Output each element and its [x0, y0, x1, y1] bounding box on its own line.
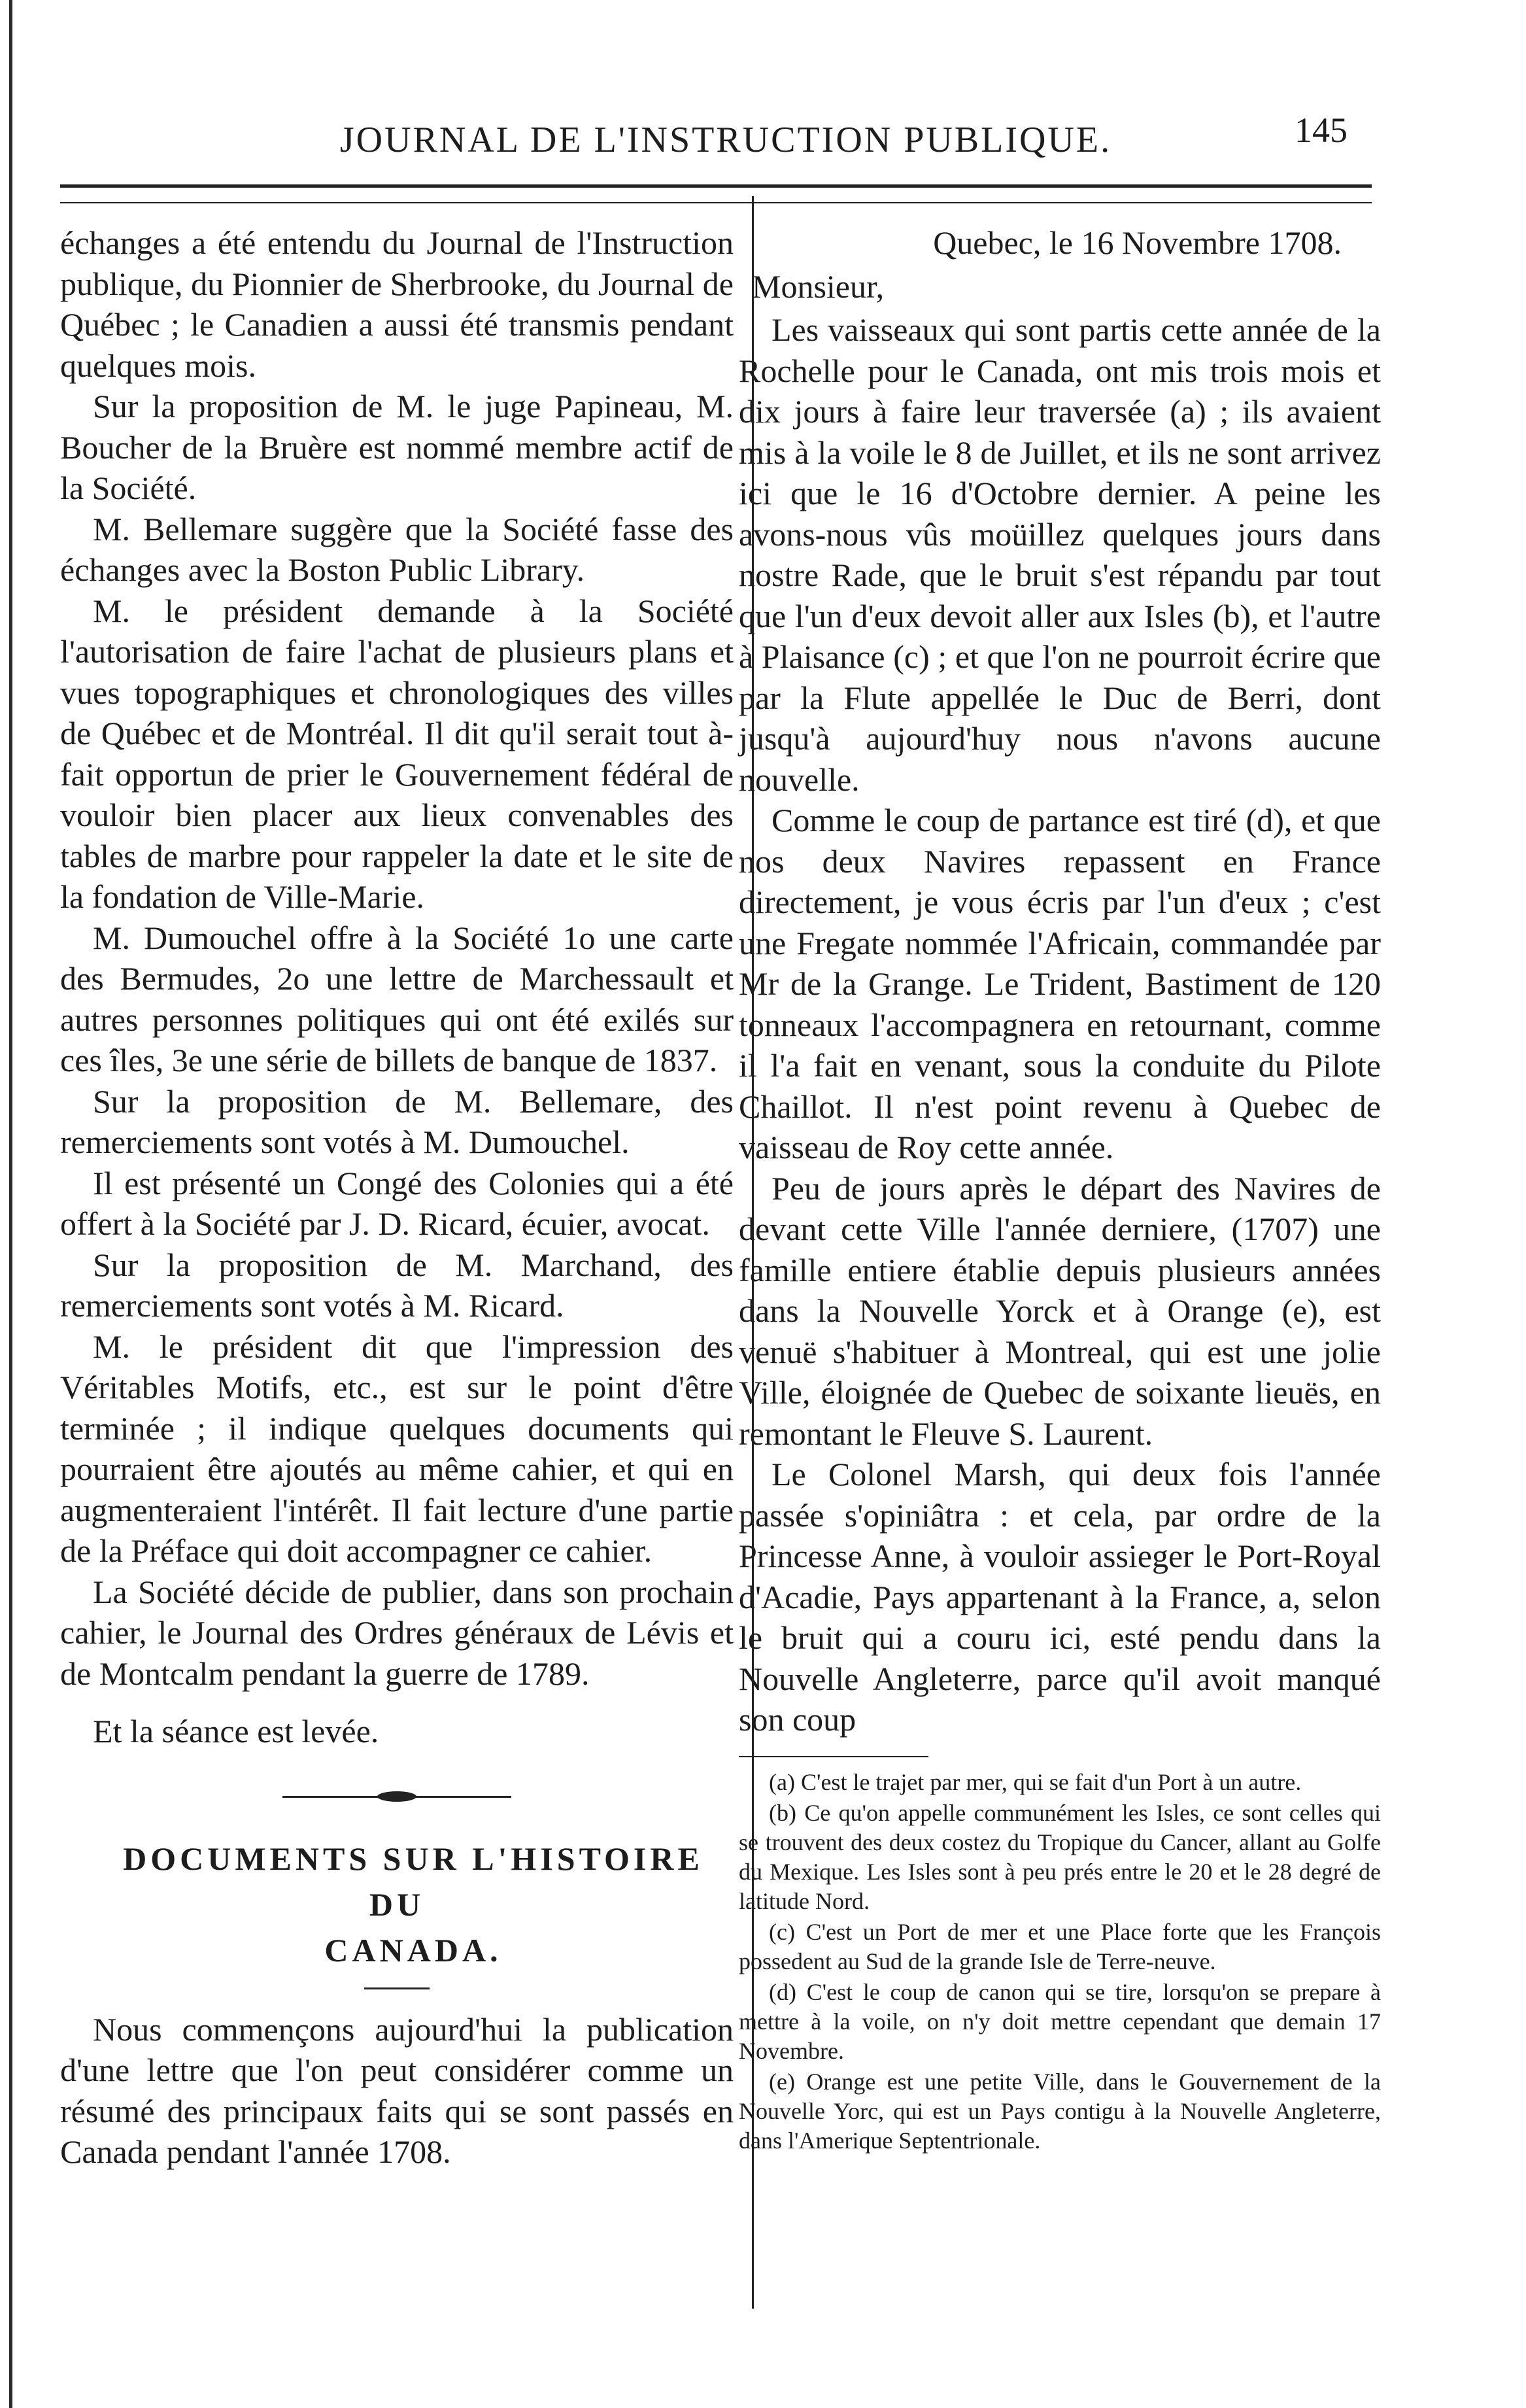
paragraph: Sur la proposition de M. le juge Papineau, M. Boucher de la Bruère est nommé membre actif de la Société. — [60, 388, 734, 506]
journal-title: JOURNAL DE L'INSTRUCTION PUBLIQUE. — [339, 120, 1112, 160]
section-title-line-2: CANADA. — [324, 1931, 502, 1969]
paragraph: Sur la proposition de M. Marchand, des remerciements sont votés à M. Ricard. — [60, 1246, 734, 1324]
section-ornament — [282, 1790, 511, 1803]
letter-salutation: Monsieur, — [752, 267, 885, 305]
header-rule — [60, 184, 1372, 203]
section-rule — [364, 1987, 430, 1989]
footnote: (d) C'est le coup de canon qui se tire, lorsqu'on se prepare à mettre à la voile, on n'y doit mettre cependant que demain 17 Novembre. — [739, 1978, 1381, 2064]
page-edge-shadow — [9, 0, 12, 2408]
paragraph: M. Bellemare suggère que la Société fasse des échanges avec la Boston Public Library. — [60, 510, 734, 588]
left-column — [60, 222, 734, 2173]
paragraph: M. le président dit que l'impression des Véritables Motifs, etc., est sur le point d'être terminée ; il indique quelques documents qui pourraient être ajoutés au même cahier, et qui en augmenteraient l'intérêt. Il fait lecture d'une partie de la Préface qui doit accompagner ce cahier. — [60, 1328, 734, 1569]
paragraph: M. Dumouchel offre à la Société 1o une carte des Bermudes, 2o une lettre de Marchessault et autres personnes politiques qui ont été exilés sur ces îles, 3e une série de billets de banque de 1837. — [60, 919, 734, 1078]
paragraph: Sur la proposition de M. Bellemare, des remerciements sont votés à M. Dumouchel. — [60, 1082, 734, 1160]
paragraph: M. le président demande à la Société l'autorisation de faire l'achat de plusieurs plans et vues topographiques et chronologiques des villes de Québec et de Montréal. Il dit qu'il serait tout à-fait opportun de prier le Gouvernement fédéral de vouloir bien placer aux lieux convenables des tables de marbre pour rappeler la date et le site de la fondation de Ville-Marie. — [60, 592, 734, 915]
paragraph: La Société décide de publier, dans son prochain cahier, le Journal des Ordres généraux de Lévis et de Montcalm pendant la guerre de 1789. — [60, 1573, 734, 1692]
footnote: (a) C'est le trajet par mer, qui se fait d'un Port à un autre. — [769, 1768, 1302, 1795]
paragraph: Le Colonel Marsh, qui deux fois l'année passée s'opiniâtra : et cela, par ordre de la Princesse Anne, à vouloir assieger le Port-Royal d'Acadie, Pays appartenant à la France, a, selon le bruit qui a couru ici, esté pendu dans la Nouvelle Angleterre, parce qu'il avoit manqué son coup — [739, 1456, 1381, 1738]
paragraph: Il est présenté un Congé des Colonies qui a été offert à la Société par J. D. Ricard, écuier, avocat. — [60, 1164, 734, 1242]
paragraph: Et la séance est levée. — [93, 1713, 379, 1749]
footnote-rule — [739, 1756, 928, 1757]
right-column — [739, 222, 1381, 2157]
paragraph: Peu de jours après le départ des Navires de devant cette Ville l'année derniere, (1707) une famille entiere établie depuis plusieurs années dans la Nouvelle Yorck et à Orange (e), est venuë s'habituer à Montreal, qui est une jolie Ville, éloignée de Quebec de soixante lieuës, en remontant le Fleuve S. Laurent. — [739, 1169, 1381, 1452]
footnote: (b) Ce qu'on appelle communément les Isles, ce sont celles qui se trouvent des deux costez du Tropique du Cancer, allant au Golfe du Mexique. Les Isles sont à peu prés entre le 20 et le 28 degré de latitude Nord. — [739, 1799, 1381, 1914]
footnote: (e) Orange est une petite Ville, dans le Gouvernement de la Nouvelle Yorc, qui est un Pays contigu à la Nouvelle Angleterre, dans l'Amerique Septentrionale. — [739, 2068, 1381, 2154]
paragraph: échanges a été entendu du Journal de l'Instruction publique, du Pionnier de Sherbrooke, du Journal de Québec ; le Canadien a aussi été transmis pendant quelques mois. — [60, 224, 734, 384]
footnote: (c) C'est un Port de mer et une Place forte que les François possedent au Sud de la grande Isle de Terre-neuve. — [739, 1918, 1381, 1974]
letter-date: Quebec, le 16 Novembre 1708. — [933, 224, 1342, 261]
section-title: DOCUMENTS SUR L'HISTOIRE DU — [123, 1840, 704, 1923]
paragraph: Les vaisseaux qui sont partis cette année de la Rochelle pour le Canada, ont mis trois mois et dix jours à faire leur traversée (a) ; ils avaient mis à la voile le 8 de Juillet, et ils ne sont arrivez ici que le 16 d'Octobre dernier. A peine les avons-nous vûs moüillez quelques jours dans nostre Rade, que le bruit s'est répandu par tout que l'un d'eux devoit aller aux Isles (b), et l'autre à Plaisance (c) ; et que l'on ne pourroit écrire que par la Flute appellée le Duc de Berri, dont jusqu'à aujourd'huy nous n'avons aucune nouvelle. — [739, 311, 1381, 798]
footnotes — [739, 1768, 1381, 2156]
section-intro-paragraph: Nous commençons aujourd'hui la publication d'une lettre que l'on peut considérer comme un résumé des principaux faits qui se sont passés en Canada pendant l'année 1708. — [60, 2010, 734, 2170]
page-number: 145 — [1295, 111, 1348, 150]
paragraph: Comme le coup de partance est tiré (d), et que nos deux Navires repassent en France directement, je vous écris par l'un d'eux ; c'est une Fregate nommée l'Africain, commandée par Mr de la Grange. Le Trident, Bastiment de 120 tonneaux l'accompagnera en retournant, comme il l'a fait en venant, sous la conduite du Pilote Chaillot. Il n'est point revenu à Quebec de vaisseau de Roy cette année. — [739, 802, 1381, 1165]
